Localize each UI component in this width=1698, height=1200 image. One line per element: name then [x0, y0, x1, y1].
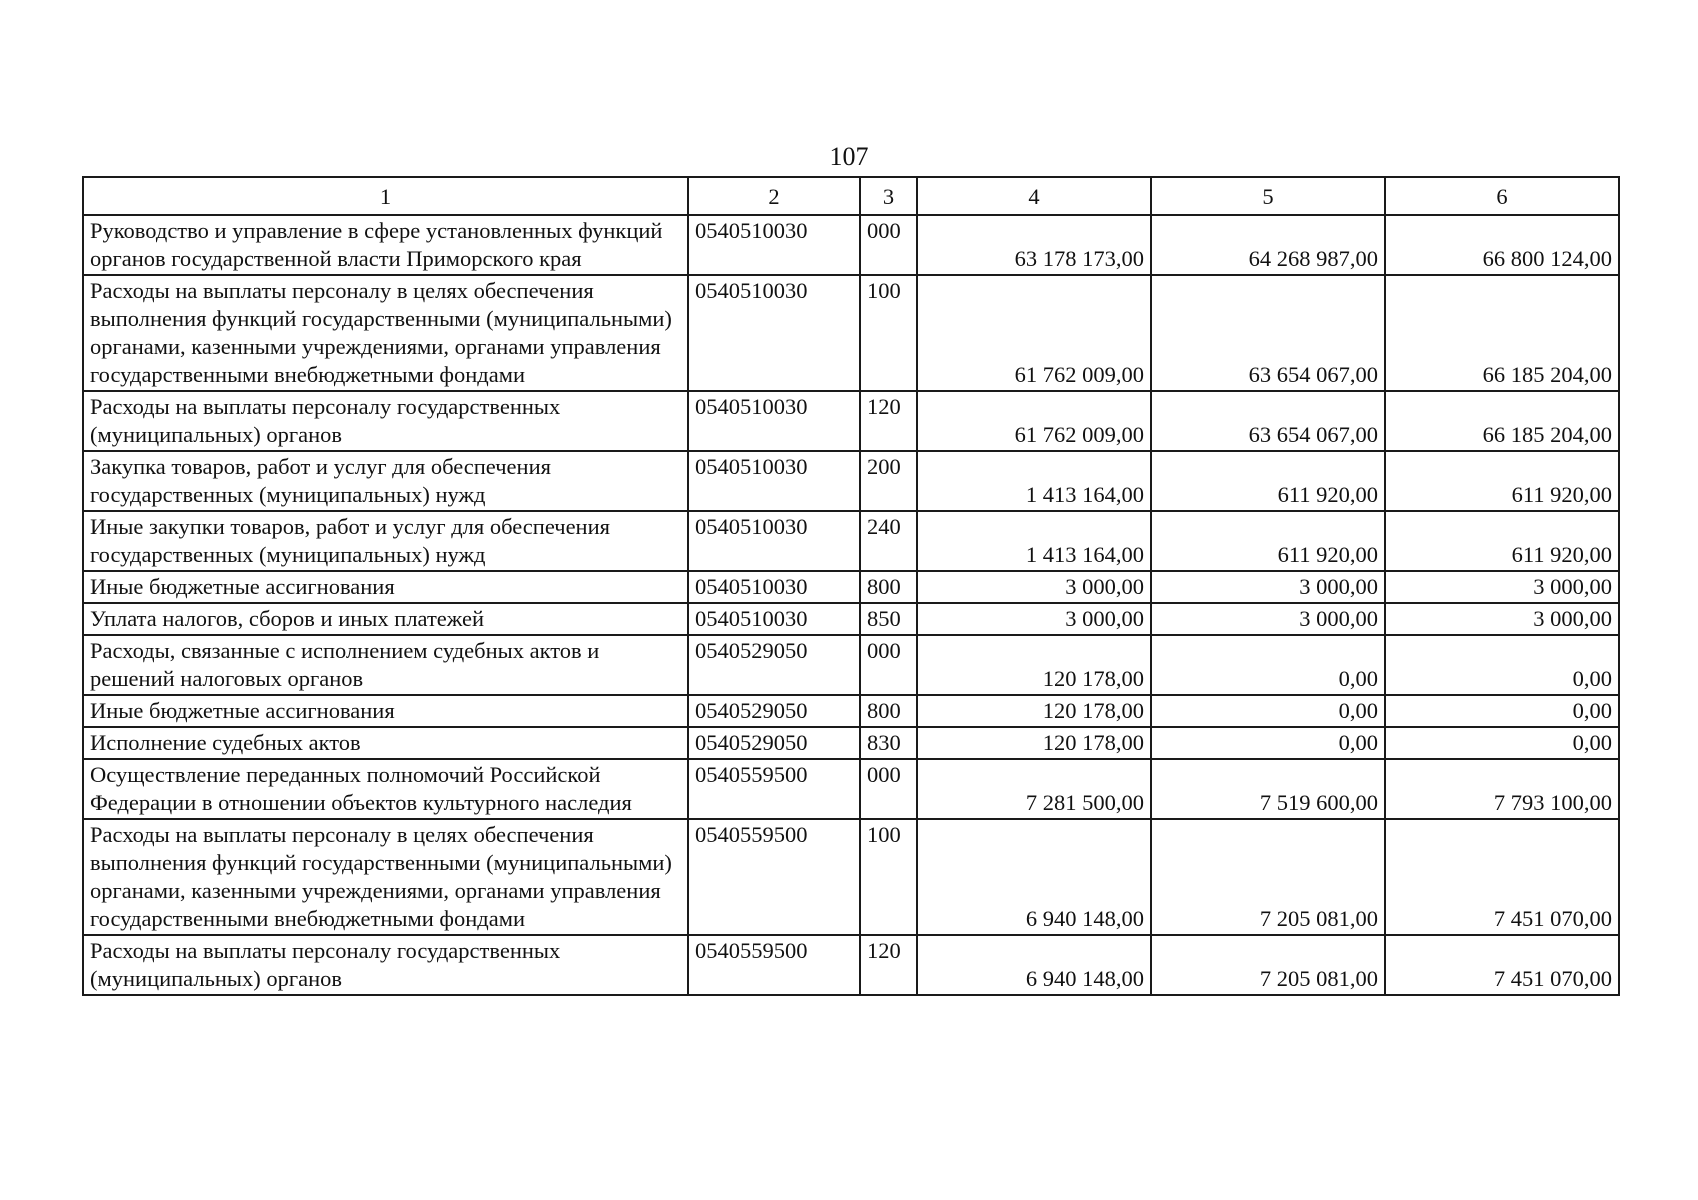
amount-year1-cell: 7 281 500,00 [917, 759, 1151, 819]
amount-year3-cell: 66 185 204,00 [1385, 391, 1619, 451]
expense-name-cell: Иные бюджетные ассигнования [83, 695, 688, 727]
target-code-cell: 0540559500 [688, 935, 860, 995]
amount-year2-cell: 0,00 [1151, 727, 1385, 759]
target-code-cell: 0540529050 [688, 635, 860, 695]
amount-year2-cell: 3 000,00 [1151, 603, 1385, 635]
table-row [83, 391, 1619, 451]
amount-year1-cell: 6 940 148,00 [917, 935, 1151, 995]
expense-type-cell: 800 [860, 571, 917, 603]
table-row [83, 571, 1619, 603]
target-code-cell: 0540510030 [688, 603, 860, 635]
table-row [83, 511, 1619, 571]
target-code-cell: 0540510030 [688, 511, 860, 571]
amount-year1-cell: 3 000,00 [917, 571, 1151, 603]
amount-year3-cell: 3 000,00 [1385, 571, 1619, 603]
expense-type-cell: 240 [860, 511, 917, 571]
table-row [83, 695, 1619, 727]
target-code-cell: 0540510030 [688, 215, 860, 275]
expense-type-cell: 200 [860, 451, 917, 511]
amount-year1-cell: 63 178 173,00 [917, 215, 1151, 275]
amount-year3-cell: 66 800 124,00 [1385, 215, 1619, 275]
amount-year2-cell: 63 654 067,00 [1151, 275, 1385, 391]
page-number: 107 [829, 142, 869, 171]
table-row [83, 215, 1619, 275]
target-code-cell: 0540529050 [688, 695, 860, 727]
amount-year3-cell: 0,00 [1385, 727, 1619, 759]
column-header: 4 [917, 177, 1151, 215]
expense-name-cell: Расходы, связанные с исполнением судебных актов и решений налоговых органов [83, 635, 688, 695]
header-row [83, 177, 1619, 215]
amount-year1-cell: 3 000,00 [917, 603, 1151, 635]
amount-year3-cell: 7 793 100,00 [1385, 759, 1619, 819]
table-row [83, 727, 1619, 759]
amount-year3-cell: 611 920,00 [1385, 511, 1619, 571]
expense-name-cell: Иные бюджетные ассигнования [83, 571, 688, 603]
amount-year1-cell: 61 762 009,00 [917, 275, 1151, 391]
expense-name-cell: Уплата налогов, сборов и иных платежей [83, 603, 688, 635]
amount-year3-cell: 66 185 204,00 [1385, 275, 1619, 391]
expense-name-cell: Исполнение судебных актов [83, 727, 688, 759]
expense-type-cell: 800 [860, 695, 917, 727]
expense-type-cell: 100 [860, 275, 917, 391]
table-row [83, 935, 1619, 995]
amount-year3-cell: 3 000,00 [1385, 603, 1619, 635]
expense-name-cell: Осуществление переданных полномочий Российской Федерации в отношении объектов культурного наследия [83, 759, 688, 819]
expense-name-cell: Расходы на выплаты персоналу государственных (муниципальных) органов [83, 935, 688, 995]
amount-year2-cell: 3 000,00 [1151, 571, 1385, 603]
amount-year2-cell: 63 654 067,00 [1151, 391, 1385, 451]
column-header: 1 [83, 177, 688, 215]
table-row [83, 451, 1619, 511]
column-header: 2 [688, 177, 860, 215]
amount-year2-cell: 0,00 [1151, 635, 1385, 695]
column-header: 3 [860, 177, 917, 215]
expense-type-cell: 000 [860, 759, 917, 819]
amount-year2-cell: 611 920,00 [1151, 511, 1385, 571]
amount-year1-cell: 120 178,00 [917, 727, 1151, 759]
target-code-cell: 0540510030 [688, 571, 860, 603]
amount-year2-cell: 64 268 987,00 [1151, 215, 1385, 275]
expense-type-cell: 850 [860, 603, 917, 635]
amount-year1-cell: 1 413 164,00 [917, 451, 1151, 511]
amount-year2-cell: 7 205 081,00 [1151, 819, 1385, 935]
amount-year3-cell: 0,00 [1385, 695, 1619, 727]
target-code-cell: 0540510030 [688, 451, 860, 511]
target-code-cell: 0540559500 [688, 759, 860, 819]
table-row [83, 759, 1619, 819]
expense-name-cell: Расходы на выплаты персоналу государственных (муниципальных) органов [83, 391, 688, 451]
column-header: 6 [1385, 177, 1619, 215]
amount-year3-cell: 611 920,00 [1385, 451, 1619, 511]
expense-type-cell: 830 [860, 727, 917, 759]
table-row [83, 819, 1619, 935]
expense-name-cell: Закупка товаров, работ и услуг для обеспечения государственных (муниципальных) нужд [83, 451, 688, 511]
target-code-cell: 0540510030 [688, 275, 860, 391]
amount-year3-cell: 7 451 070,00 [1385, 935, 1619, 995]
expense-type-cell: 120 [860, 935, 917, 995]
amount-year1-cell: 120 178,00 [917, 635, 1151, 695]
amount-year1-cell: 120 178,00 [917, 695, 1151, 727]
amount-year2-cell: 7 519 600,00 [1151, 759, 1385, 819]
amount-year2-cell: 0,00 [1151, 695, 1385, 727]
column-header: 5 [1151, 177, 1385, 215]
expense-type-cell: 000 [860, 635, 917, 695]
table-row [83, 635, 1619, 695]
target-code-cell: 0540510030 [688, 391, 860, 451]
table-row [83, 603, 1619, 635]
expense-name-cell: Руководство и управление в сфере установленных функций органов государственной власти Приморского края [83, 215, 688, 275]
amount-year3-cell: 0,00 [1385, 635, 1619, 695]
expense-type-cell: 100 [860, 819, 917, 935]
table-row [83, 275, 1619, 391]
expense-type-cell: 120 [860, 391, 917, 451]
amount-year2-cell: 611 920,00 [1151, 451, 1385, 511]
amount-year1-cell: 6 940 148,00 [917, 819, 1151, 935]
expense-name-cell: Расходы на выплаты персоналу в целях обеспечения выполнения функций государственными (муниципальными) органами, казенными учреждениями, органами управления государственными внебюджетными фондами [83, 275, 688, 391]
expense-type-cell: 000 [860, 215, 917, 275]
target-code-cell: 0540559500 [688, 819, 860, 935]
expense-name-cell: Расходы на выплаты персоналу в целях обеспечения выполнения функций государственными (муниципальными) органами, казенными учреждениями, органами управления государственными внебюджетными фондами [83, 819, 688, 935]
amount-year2-cell: 7 205 081,00 [1151, 935, 1385, 995]
amount-year3-cell: 7 451 070,00 [1385, 819, 1619, 935]
target-code-cell: 0540529050 [688, 727, 860, 759]
expense-name-cell: Иные закупки товаров, работ и услуг для обеспечения государственных (муниципальных) нужд [83, 511, 688, 571]
amount-year1-cell: 61 762 009,00 [917, 391, 1151, 451]
budget-table [82, 176, 1620, 996]
amount-year1-cell: 1 413 164,00 [917, 511, 1151, 571]
